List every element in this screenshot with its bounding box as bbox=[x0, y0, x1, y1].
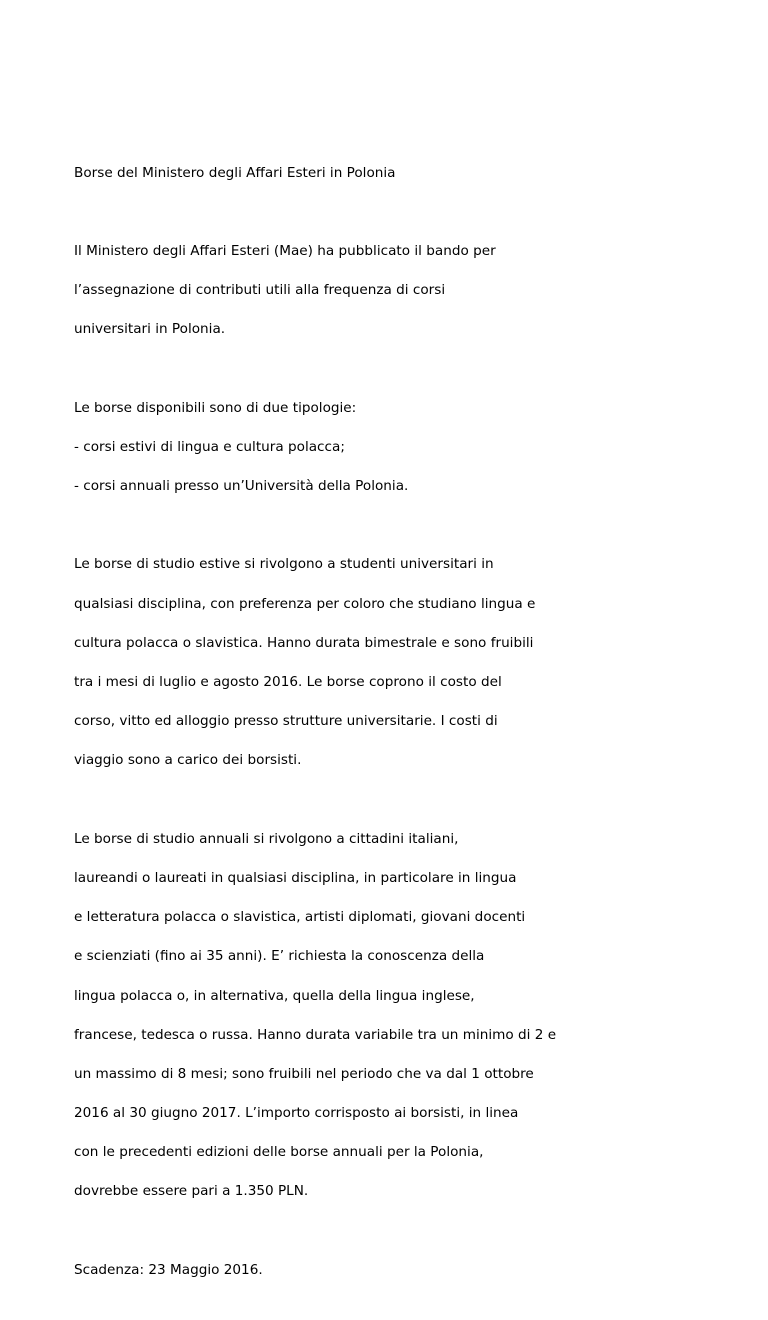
summer-line: viaggio sono a carico dei borsisti. bbox=[74, 752, 302, 769]
intro-paragraph bbox=[74, 222, 674, 359]
summer-line: cultura polacca o slavistica. Hanno durata bimestrale e sono fruibili bbox=[74, 634, 534, 651]
annual-line: francese, tedesca o russa. Hanno durata variabile tra un minimo di 2 e bbox=[74, 1026, 557, 1043]
intro-line: Il Ministero degli Affari Esteri (Mae) ha pubblicato il bando per bbox=[74, 242, 496, 259]
annual-line: 2016 al 30 giugno 2017. L’importo corrisposto ai borsisti, in linea bbox=[74, 1105, 519, 1122]
title-line: Borse del Ministero degli Affari Esteri in Polonia bbox=[74, 164, 396, 181]
deadline-text: Scadenza: 23 Maggio 2016. bbox=[74, 1261, 263, 1278]
types-list-item: - corsi annuali presso un’Università della Polonia. bbox=[74, 478, 409, 495]
annual-line: lingua polacca o, in alternativa, quella della lingua inglese, bbox=[74, 987, 475, 1004]
deadline-paragraph bbox=[74, 1241, 674, 1300]
types-line: Le borse disponibili sono di due tipologie: bbox=[74, 399, 357, 416]
annual-paragraph bbox=[74, 810, 674, 1221]
summer-line: Le borse di studio estive si rivolgono a studenti universitari in bbox=[74, 556, 494, 573]
annual-line: e letteratura polacca o slavistica, artisti diplomati, giovani docenti bbox=[74, 909, 526, 926]
annual-line: e scienziati (fino ai 35 anni). E’ richiesta la conoscenza della bbox=[74, 948, 485, 965]
annual-line: un massimo di 8 mesi; sono fruibili nel periodo che va dal 1 ottobre bbox=[74, 1065, 534, 1082]
annual-line: con le precedenti edizioni delle borse annuali per la Polonia, bbox=[74, 1144, 484, 1161]
intro-line: l’assegnazione di contributi utili alla frequenza di corsi bbox=[74, 282, 446, 299]
summer-line: corso, vitto ed alloggio presso strutture universitarie. I costi di bbox=[74, 713, 498, 730]
types-list-item: - corsi estivi di lingua e cultura polacca; bbox=[74, 438, 345, 455]
summer-line: tra i mesi di luglio e agosto 2016. Le borse coprono il costo del bbox=[74, 674, 502, 691]
summer-line: qualsiasi disciplina, con preferenza per coloro che studiano lingua e bbox=[74, 595, 536, 612]
annual-line: laureandi o laureati in qualsiasi disciplina, in particolare in lingua bbox=[74, 869, 517, 886]
annual-line: dovrebbe essere pari a 1.350 PLN. bbox=[74, 1183, 309, 1200]
annual-line: Le borse di studio annuali si rivolgono a cittadini italiani, bbox=[74, 830, 459, 847]
document-title bbox=[74, 144, 674, 203]
types-paragraph bbox=[74, 379, 674, 516]
document-page bbox=[74, 144, 674, 1320]
summer-paragraph bbox=[74, 536, 674, 791]
intro-line: universitari in Polonia. bbox=[74, 321, 226, 338]
